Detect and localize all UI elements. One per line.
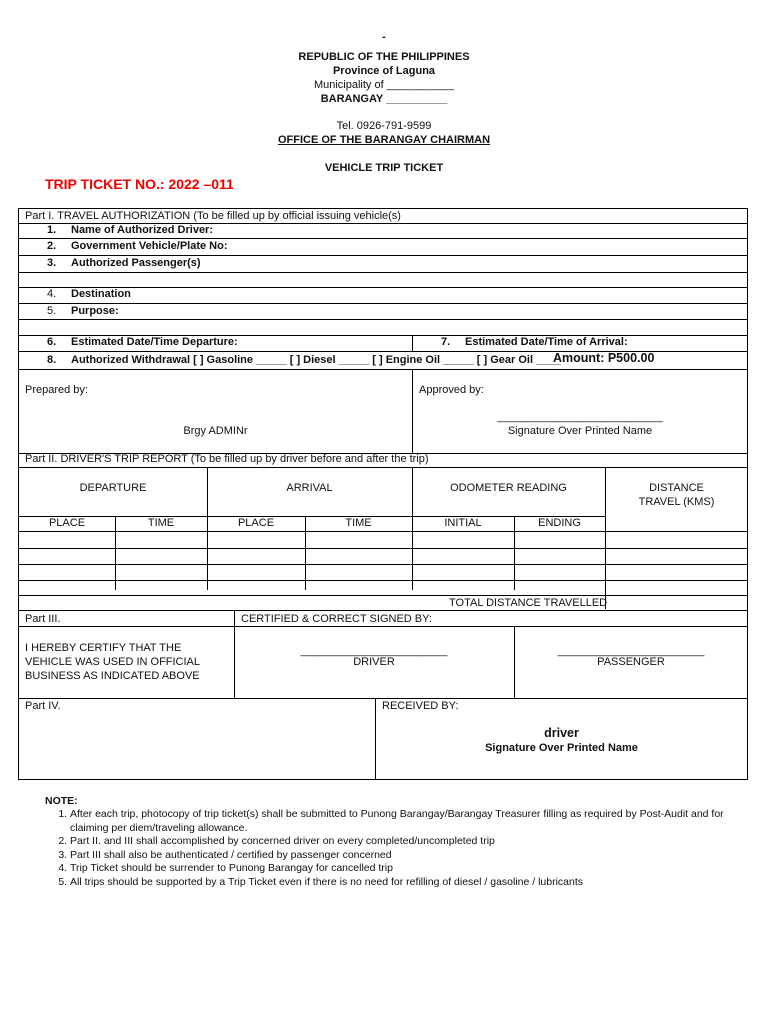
item-6-num: 6.: [47, 336, 57, 348]
arrival-header: ARRIVAL: [286, 482, 333, 494]
part1-title: Part I. TRAVEL AUTHORIZATION (To be filled up by official issuing vehicle(s): [25, 210, 401, 222]
authorized-withdrawal-label: Authorized Withdrawal [ ] Gasoline _____ [ ] Diesel _____ [ ] Engine Oil _____ [ ] Gear Oil ____: [71, 354, 561, 366]
prepared-by-name: Brgy ADMINr: [183, 425, 248, 437]
part4-title: Part IV.: [25, 700, 61, 712]
municipality-line: Municipality of ___________: [313, 79, 455, 91]
item-1-num: 1.: [47, 224, 57, 236]
driver-signature-label: DRIVER: [353, 656, 395, 668]
document-title: VEHICLE TRIP TICKET: [324, 162, 444, 174]
odometer-header: ODOMETER READING: [450, 482, 567, 494]
header-dot: -: [382, 31, 386, 43]
item-8-num: 8.: [47, 354, 57, 366]
note-item: 2. Part II. and III shall accomplished by concerned driver on every completed/uncompleted trip: [70, 835, 760, 849]
part3-title: Part III.: [25, 613, 61, 625]
certification-statement: I HEREBY CERTIFY THAT THE VEHICLE WAS USED IN OFFICIAL BUSINESS AS INDICATED ABOVE: [25, 642, 200, 682]
item-7-num: 7.: [441, 336, 451, 348]
authorized-passengers-label: Authorized Passenger(s): [71, 257, 201, 269]
part2-title: Part II. DRIVER'S TRIP REPORT (To be filled up by driver before and after the trip): [25, 453, 429, 465]
amount-value: Amount: P500.00: [553, 351, 655, 365]
distance-header-line2: TRAVEL (KMS): [638, 496, 715, 508]
approved-signature-label: Signature Over Printed Name: [507, 425, 653, 437]
arrival-datetime-label: Estimated Date/Time of Arrival:: [465, 336, 628, 348]
republic-heading: REPUBLIC OF THE PHILIPPINES: [298, 51, 470, 63]
received-by-name: driver: [544, 726, 579, 740]
received-signature-label: Signature Over Printed Name: [485, 742, 638, 754]
driver-signature-line: ________________________: [300, 645, 448, 657]
note-item: 4. Trip Ticket should be surrender to Punong Barangay for cancelled trip: [70, 862, 760, 876]
distance-header-line1: DISTANCE: [649, 482, 704, 494]
note-item: 3. Part III shall also be authenticated / certified by passenger concerned: [70, 849, 760, 863]
note-title: NOTE:: [45, 795, 78, 807]
total-distance-label: TOTAL DISTANCE TRAVELLED: [449, 597, 608, 609]
trip-ticket-form: [18, 208, 748, 780]
departure-datetime-label: Estimated Date/Time Departure:: [71, 336, 238, 348]
passenger-signature-line: ________________________: [557, 645, 705, 657]
odometer-ending-header: ENDING: [538, 517, 581, 529]
item-5-num: 5.: [47, 305, 57, 317]
note-item: 5. All trips should be supported by a Trip Ticket even if there is no need for refilling of diesel / gasoline / lubricants: [70, 876, 760, 890]
passenger-signature-label: PASSENGER: [597, 656, 665, 668]
office-heading: OFFICE OF THE BARANGAY CHAIRMAN: [277, 134, 491, 146]
item-4-num: 4.: [47, 288, 57, 300]
approved-signature-line: ___________________________: [497, 411, 663, 423]
destination-label: Destination: [71, 288, 131, 300]
departure-header: DEPARTURE: [79, 482, 147, 494]
telephone: Tel. 0926-791-9599: [336, 120, 432, 132]
barangay-line: BARANGAY __________: [320, 93, 448, 105]
purpose-label: Purpose:: [71, 305, 119, 317]
arrival-time-header: TIME: [345, 517, 372, 529]
approved-by-label: Approved by:: [419, 384, 484, 396]
item-2-num: 2.: [47, 240, 57, 252]
province-heading: Province of Laguna: [332, 65, 436, 77]
notes-list: [40, 808, 760, 889]
prepared-by-label: Prepared by:: [25, 384, 88, 396]
trip-ticket-number: TRIP TICKET NO.: 2022 –011: [45, 176, 234, 192]
certified-signed-by-label: CERTIFIED & CORRECT SIGNED BY:: [241, 613, 432, 625]
note-item: 1. After each trip, photocopy of trip ticket(s) shall be submitted to Punong Barangay/Barangay Treasurer filling as required by Post-Audit and for claiming per diem/traveling allowance.: [70, 808, 760, 835]
arrival-place-header: PLACE: [237, 517, 275, 529]
departure-time-header: TIME: [147, 517, 175, 529]
authorized-driver-label: Name of Authorized Driver:: [71, 224, 214, 236]
item-3-num: 3.: [47, 257, 57, 269]
departure-place-header: PLACE: [48, 517, 86, 529]
odometer-initial-header: INITIAL: [444, 517, 482, 529]
vehicle-plate-label: Government Vehicle/Plate No:: [71, 240, 228, 252]
received-by-label: RECEIVED BY:: [382, 700, 459, 712]
